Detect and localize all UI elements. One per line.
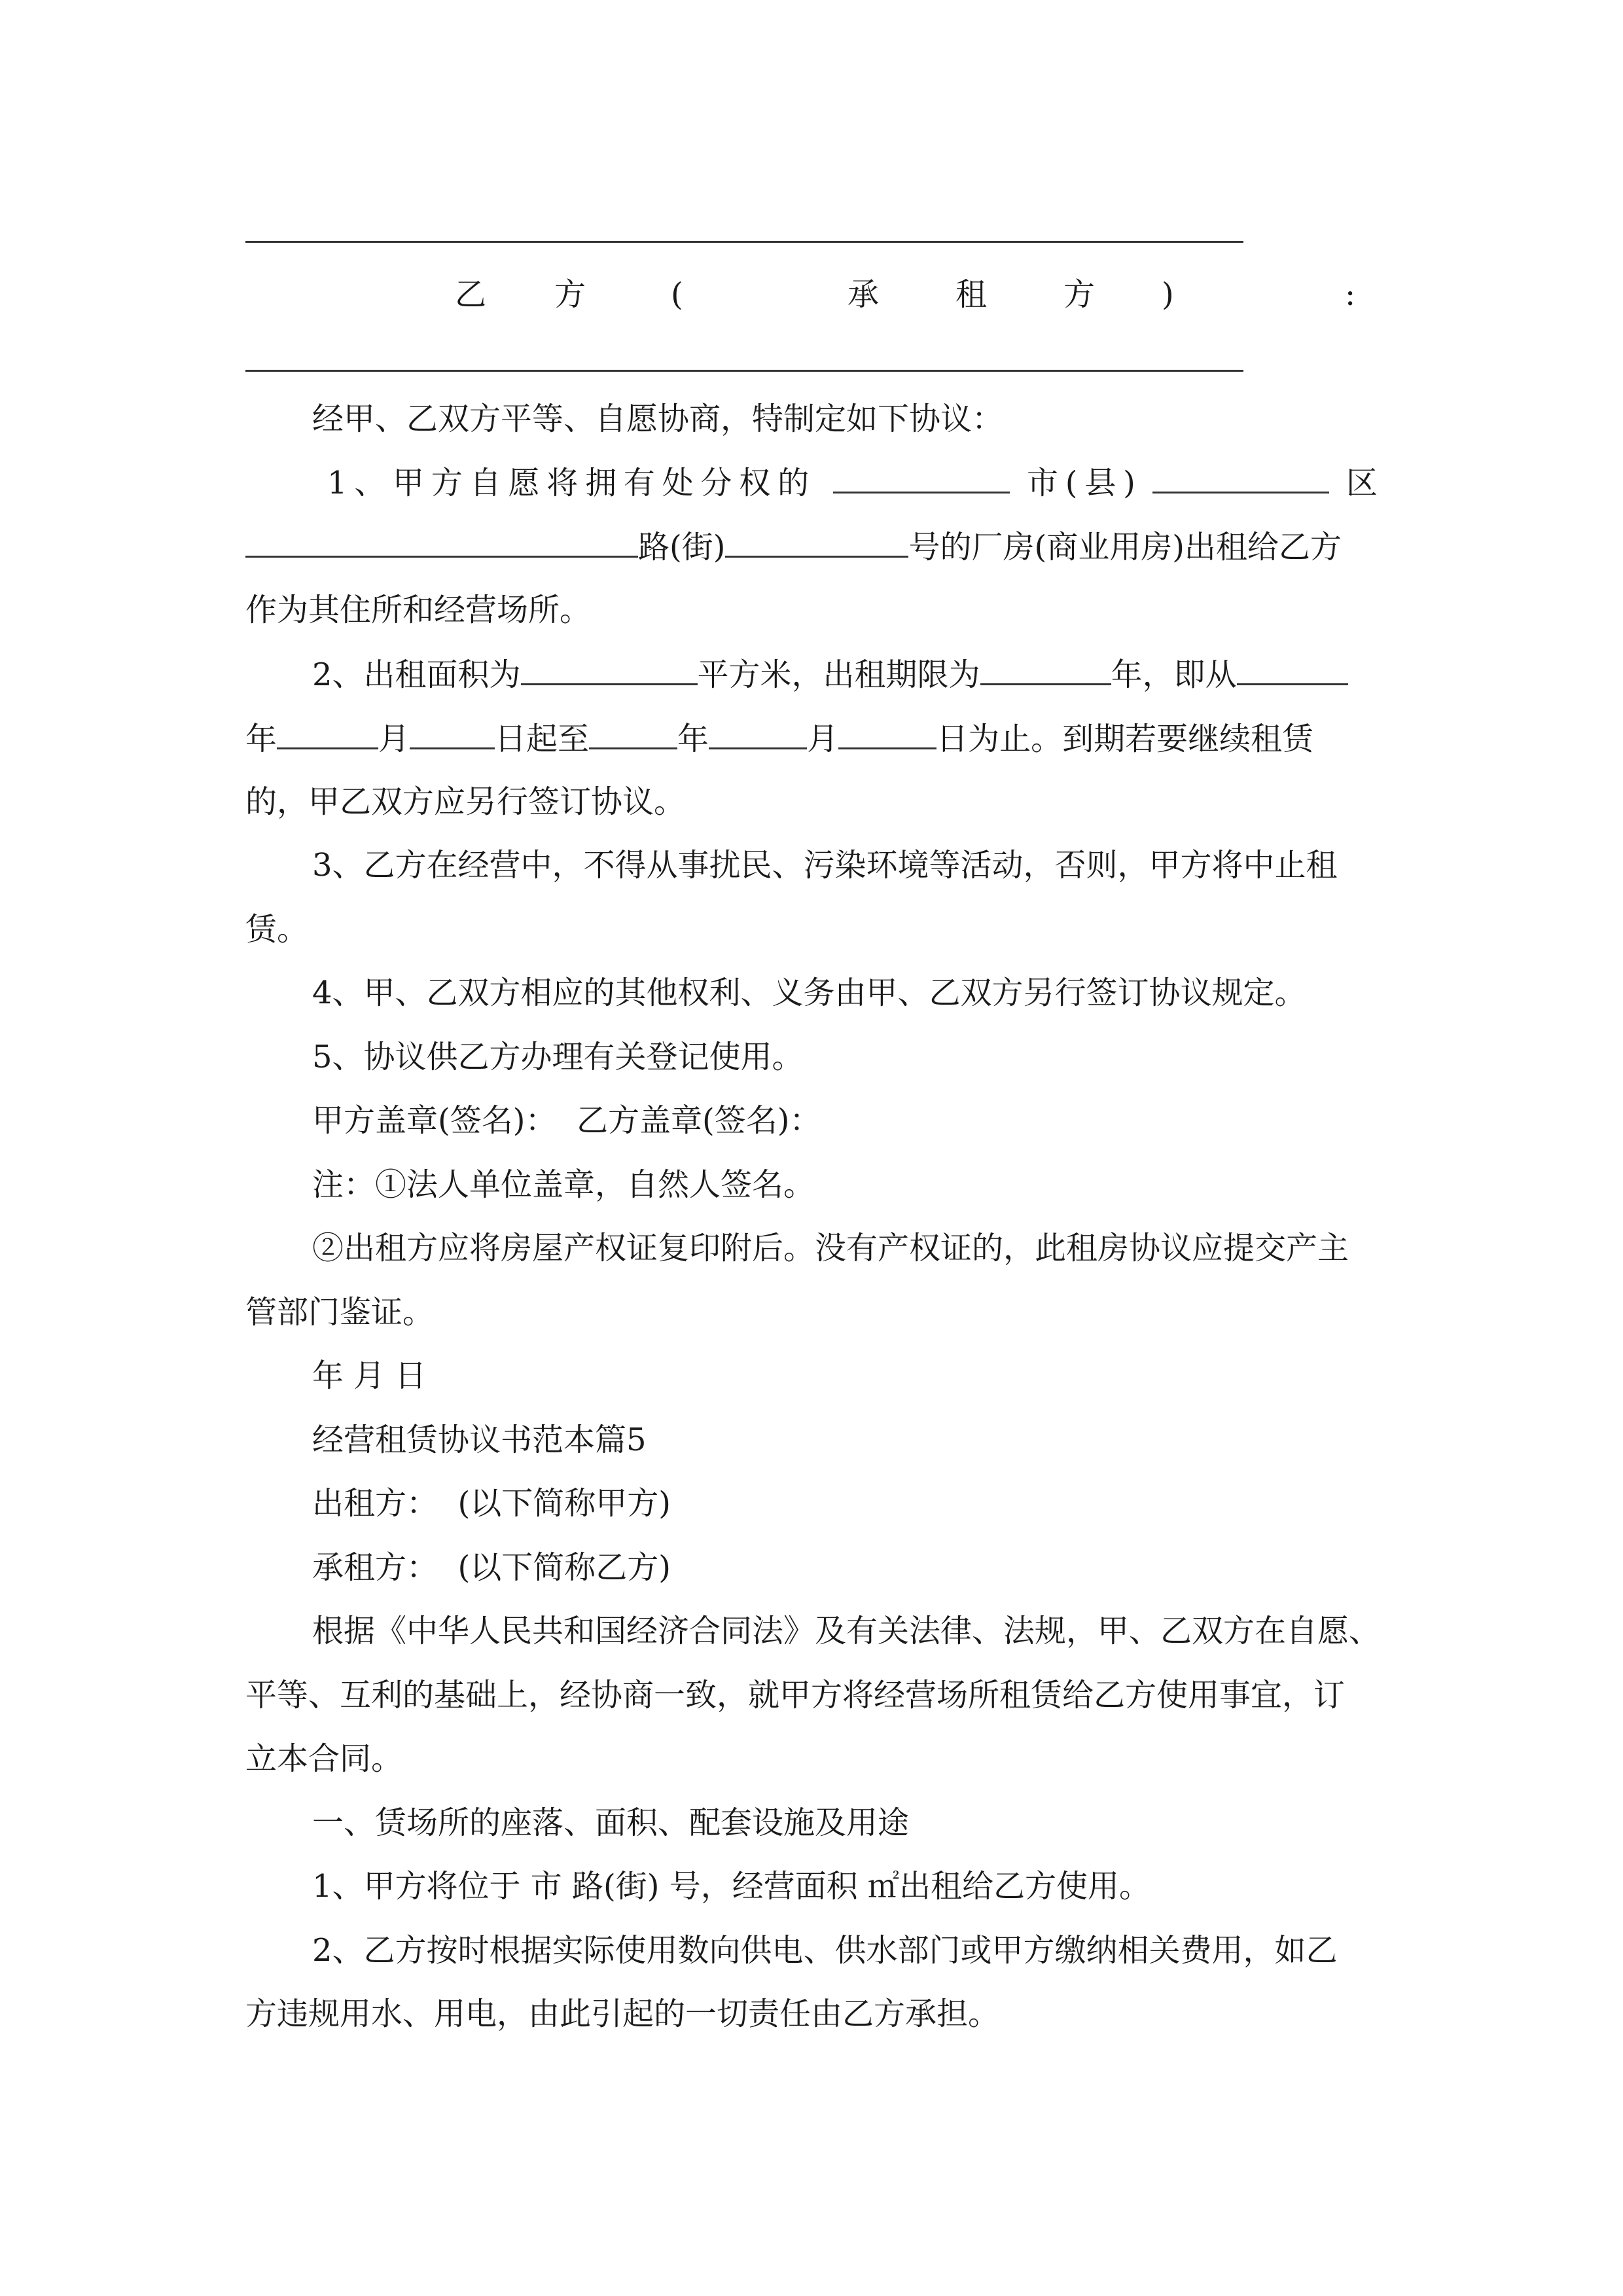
- clause-3-line-1: 3、乙方在经营中，不得从事扰民、污染环境等活动，否则，甲方将中止租: [312, 847, 1338, 884]
- lessee-line: 承租方： (以下简称乙方): [312, 1549, 671, 1586]
- clause-2-line-3: 的，甲乙双方应另行签订协议。: [245, 783, 686, 820]
- end-year-blank: [589, 719, 677, 749]
- basis-line-1: 根据《中华人民共和国经济合同法》及有关法律、法规，甲、乙双方在自愿、: [312, 1613, 1381, 1649]
- header-char: (: [671, 276, 683, 313]
- district-blank: [245, 527, 638, 558]
- clause-1-line-1: [327, 463, 1378, 503]
- header-char: 承: [847, 276, 880, 313]
- item-2-line-1: 2、乙方按时根据实际使用数向供电、供水部门或甲方缴纳相关费用，如乙: [312, 1932, 1338, 1969]
- clause-1-line-3: 作为其住所和经营场所。: [245, 592, 592, 628]
- clause-1-road-label: 路(街): [638, 529, 726, 565]
- basis-line-2: 平等、互利的基础上，经协商一致，就甲方将经营场所租赁给乙方使用事宜，订: [245, 1677, 1346, 1713]
- clause-2-term-label: 平方米，出租期限为: [697, 656, 980, 693]
- clause-5: 5、协议供乙方办理有关登记使用。: [312, 1039, 804, 1075]
- lessor-line: 出租方： (以下简称甲方): [312, 1485, 671, 1522]
- header-char: 方: [1063, 276, 1096, 313]
- section-heading-1: 一、赁场所的座落、面积、配套设施及用途: [312, 1804, 910, 1841]
- header-char: 乙: [455, 276, 487, 313]
- start-year-label: 年: [245, 721, 277, 757]
- clause-4: 4、甲、乙双方相应的其他权利、义务由甲、乙双方另行签订协议规定。: [312, 975, 1306, 1011]
- clause-2-line-2: [245, 719, 1378, 759]
- party-b-signature-line: [245, 370, 1243, 372]
- item-2-line-2: 方违规用水、用电，由此引起的一切责任由乙方承担。: [245, 1996, 1000, 2032]
- end-day-blank: [838, 719, 936, 749]
- clause-3-line-2: 赁。: [245, 911, 309, 948]
- top-signature-line: [245, 241, 1243, 243]
- road-blank: [725, 527, 908, 558]
- clause-1-number-rest: 号的厂房(商业用房)出租给乙方: [908, 529, 1342, 565]
- start-year-blank: [1237, 655, 1348, 685]
- header-char: 租: [955, 276, 988, 313]
- start-month-label: 月: [378, 721, 410, 757]
- basis-line-3: 立本合同。: [245, 1740, 403, 1777]
- party-b-header: [245, 268, 1374, 321]
- start-month-blank: [277, 719, 378, 749]
- end-month-blank: [709, 719, 807, 749]
- clause-2-line-1: [312, 655, 1444, 694]
- end-year-label: 年: [677, 721, 709, 757]
- clause-2-area-label: 2、出租面积为: [312, 656, 521, 693]
- item-1: 1、甲方将位于 市 路(街) 号，经营面积 ㎡出租给乙方使用。: [312, 1868, 1151, 1905]
- clause-1-prefix: 1、甲方自愿将拥有处分权的: [327, 465, 816, 501]
- city-blank: [833, 463, 1010, 493]
- note-2-line-1: ②出租方应将房屋产权证复印附后。没有产权证的，此租房协议应提交产主: [312, 1230, 1349, 1266]
- clause-2-from-label: 年，即从: [1111, 656, 1237, 693]
- header-char: ): [1162, 276, 1174, 313]
- header-char: 方: [554, 276, 586, 313]
- note-2-line-2: 管部门鉴证。: [245, 1294, 435, 1331]
- end-day-rest: 日为止。到期若要继续租赁: [936, 721, 1314, 757]
- signature-line: 甲方盖章(签名)： 乙方盖章(签名)：: [312, 1102, 821, 1139]
- area-blank: [521, 655, 698, 685]
- end-month-label: 月: [807, 721, 839, 757]
- clause-1-district-label: 区: [1346, 465, 1378, 501]
- section-5-title: 经营租赁协议书范本篇5: [312, 1422, 647, 1458]
- note-1: 注：①法人单位盖章，自然人签名。: [312, 1166, 815, 1203]
- header-char: :: [1345, 276, 1356, 313]
- term-blank: [980, 655, 1111, 685]
- clause-1-line-2: [245, 527, 1378, 567]
- date-line: 年 月 日: [312, 1357, 427, 1394]
- intro-paragraph: 经甲、乙双方平等、自愿协商，特制定如下协议：: [312, 401, 1004, 437]
- start-day-blank: [410, 719, 495, 749]
- clause-1-city-label: 市(县): [1027, 465, 1135, 501]
- start-day-label: 日起至: [495, 721, 590, 757]
- county-blank: [1152, 463, 1329, 493]
